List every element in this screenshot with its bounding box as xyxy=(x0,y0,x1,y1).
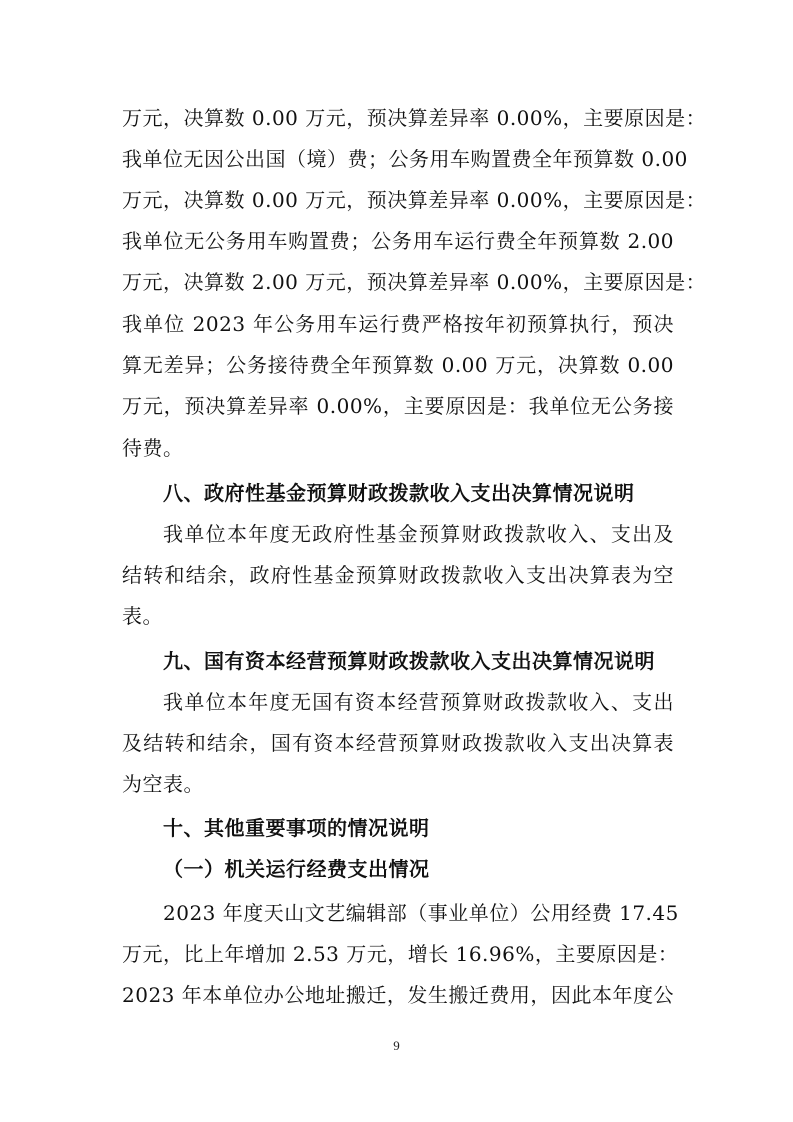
section-heading-8: 八、政府性基金预算财政拨款收入支出决算情况说明 xyxy=(163,481,635,505)
page-number: 9 xyxy=(393,1038,400,1053)
paragraph-line: 待费。 xyxy=(122,436,184,460)
paragraph-line: 万元，决算数 0.00 万元，预决算差异率 0.00%，主要原因是： xyxy=(122,188,707,212)
paragraph-line: 2023 年度天山文艺编辑部（事业单位）公用经费 17.45 xyxy=(163,901,679,925)
paragraph-line: 我单位本年度无国有资本经营预算财政拨款收入、支出 xyxy=(163,690,674,714)
paragraph-line: 万元，比上年增加 2.53 万元，增长 16.96%，主要原因是： xyxy=(122,942,679,966)
paragraph-line: 万元，预决算差异率 0.00%，主要原因是：我单位无公务接 xyxy=(122,394,674,418)
paragraph-line: 我单位无公务用车购置费；公务用车运行费全年预算数 2.00 xyxy=(122,229,674,253)
paragraph-line: 我单位本年度无政府性基金预算财政拨款收入、支出及 xyxy=(163,522,674,546)
paragraph-line: 我单位 2023 年公务用车运行费严格按年初预算执行，预决 xyxy=(122,312,674,336)
section-heading-10: 十、其他重要事项的情况说明 xyxy=(163,816,430,840)
paragraph-line: 为空表。 xyxy=(122,772,204,796)
paragraph-line: 算无差异；公务接待费全年预算数 0.00 万元，决算数 0.00 xyxy=(122,353,674,377)
section-heading-9: 九、国有资本经营预算财政拨款收入支出决算情况说明 xyxy=(163,649,655,673)
paragraph-line: 表。 xyxy=(122,604,163,628)
subsection-heading: （一）机关运行经费支出情况 xyxy=(163,857,430,881)
paragraph-line: 2023 年本单位办公地址搬迁，发生搬迁费用，因此本年度公 xyxy=(122,983,674,1007)
paragraph-line: 结转和结余，政府性基金预算财政拨款收入支出决算表为空 xyxy=(122,563,674,587)
paragraph-line: 万元，决算数 0.00 万元，预决算差异率 0.00%，主要原因是： xyxy=(122,106,707,130)
paragraph-line: 我单位无因公出国（境）费；公务用车购置费全年预算数 0.00 xyxy=(122,147,688,171)
paragraph-line: 及结转和结余，国有资本经营预算财政拨款收入支出决算表 xyxy=(122,731,674,755)
paragraph-line: 万元，决算数 2.00 万元，预决算差异率 0.00%，主要原因是： xyxy=(122,270,707,294)
